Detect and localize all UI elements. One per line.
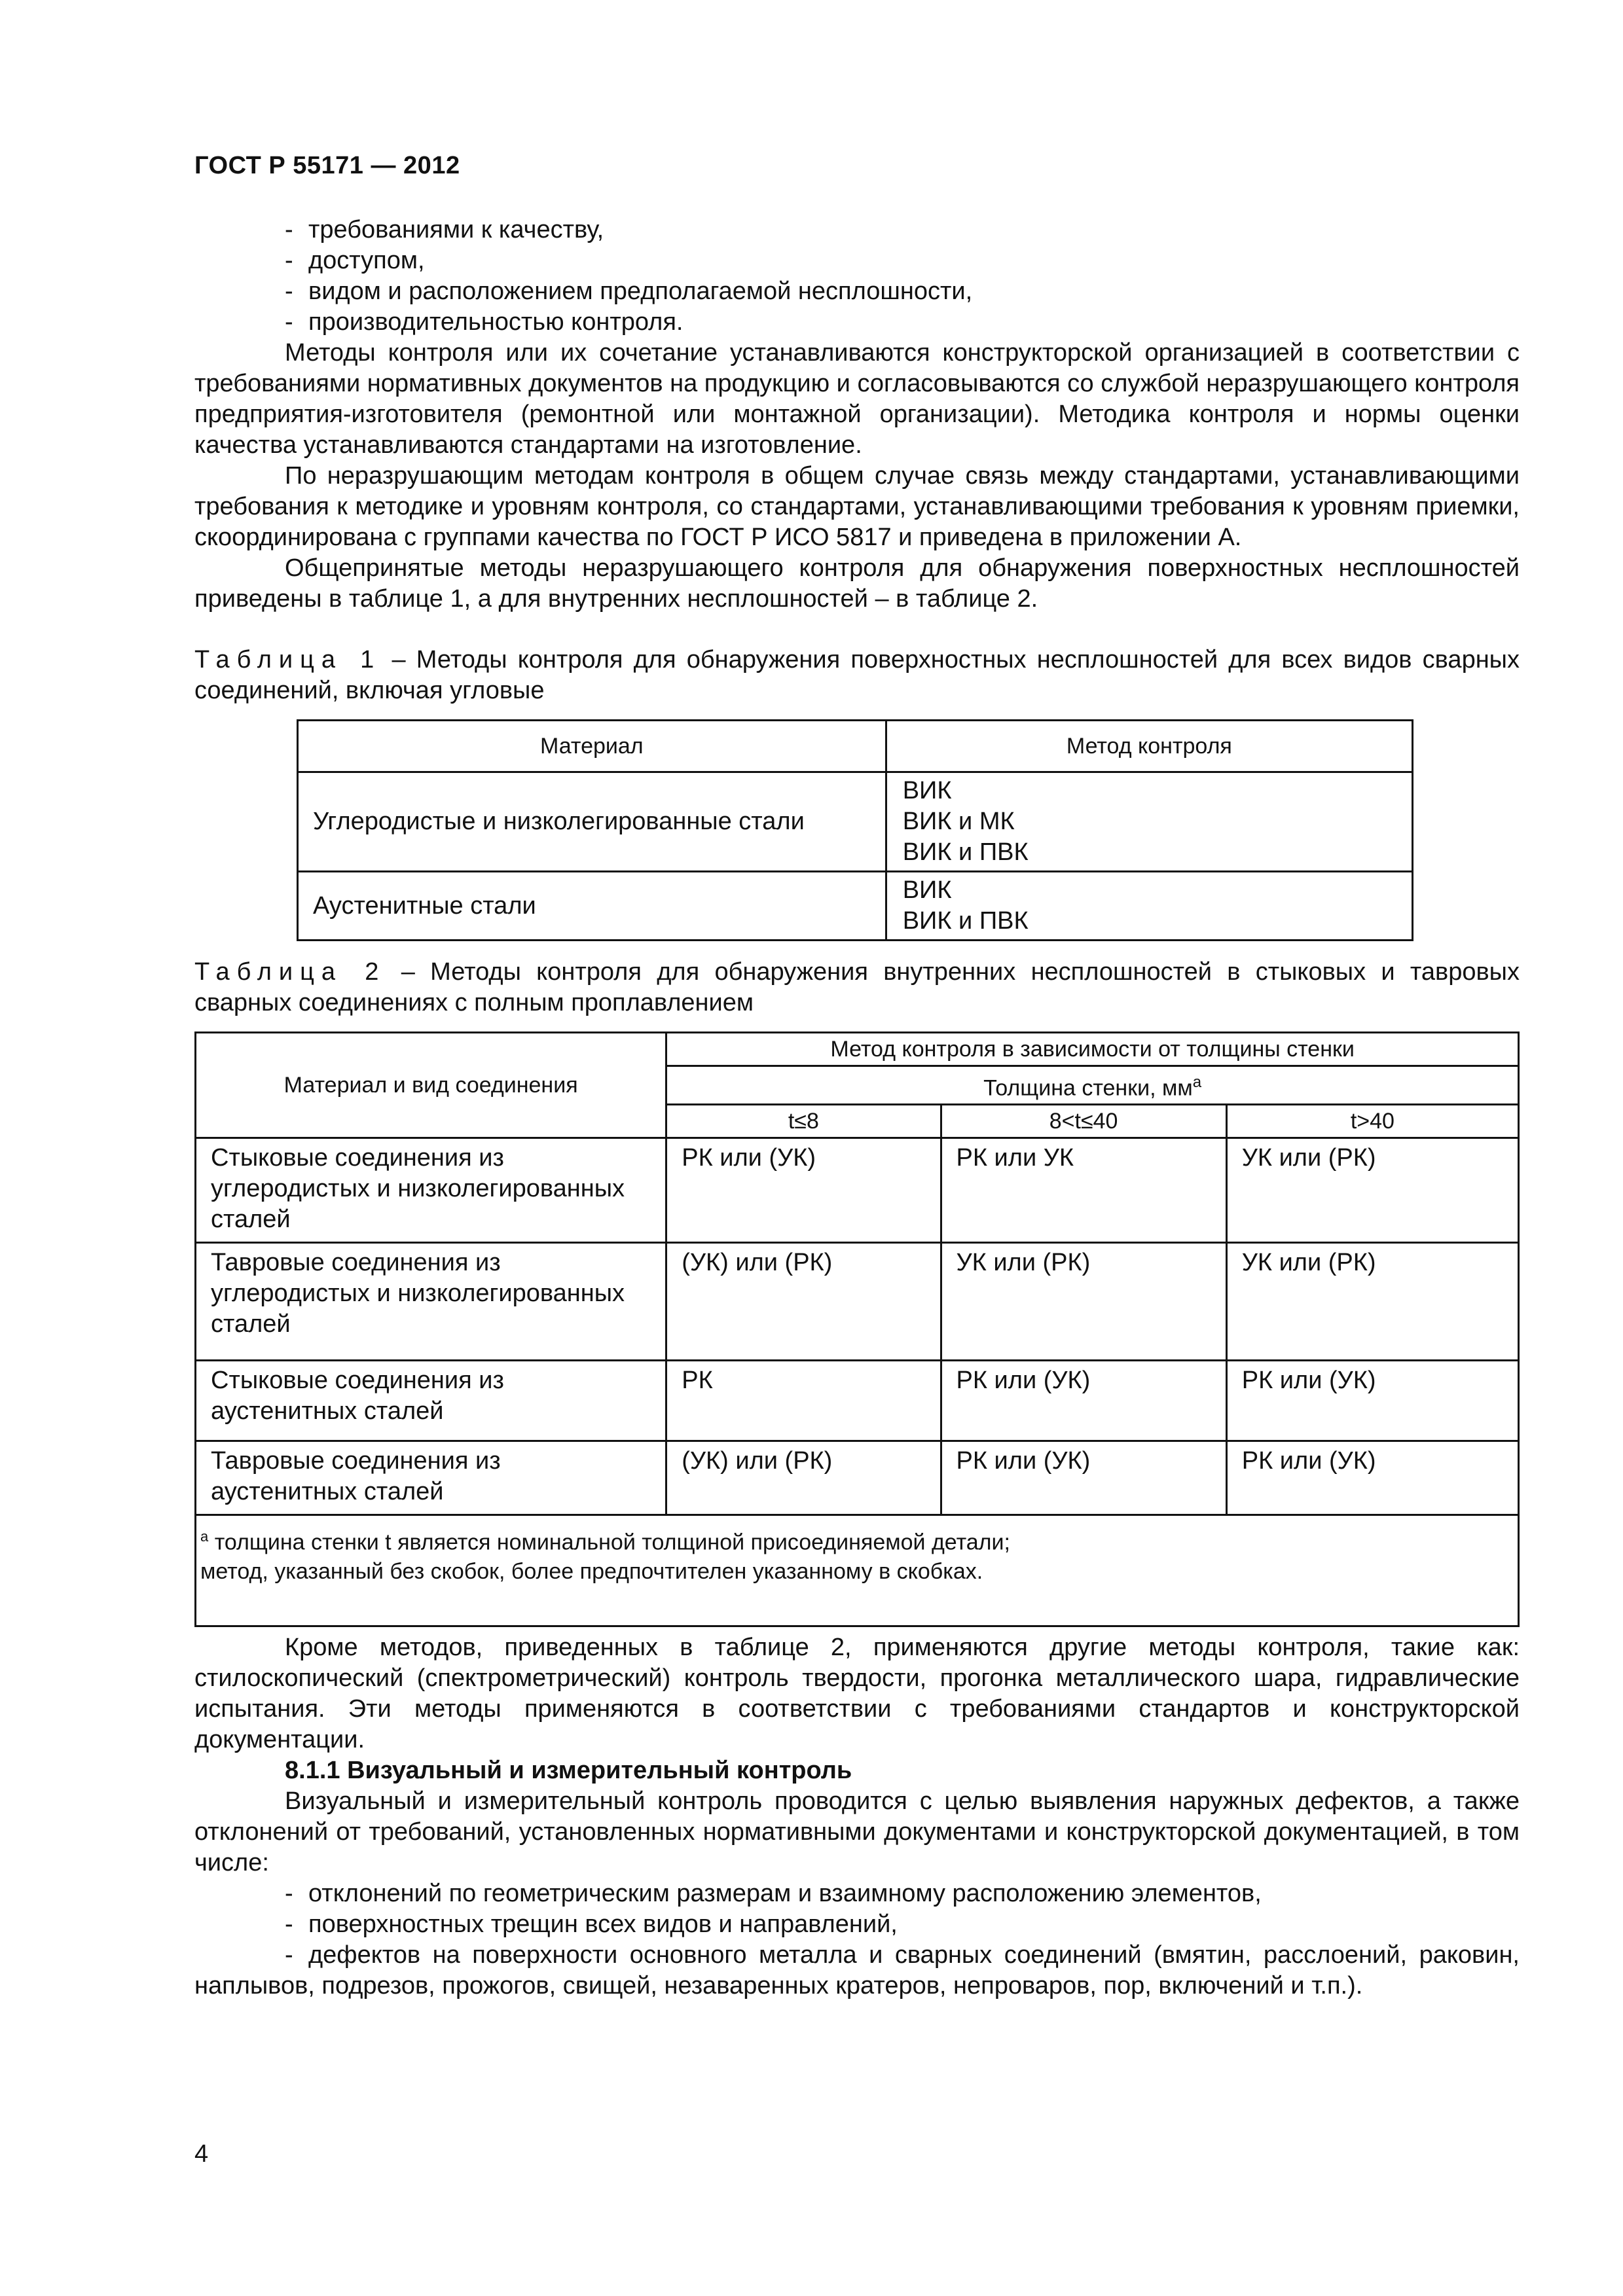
list-item: - производительностью контроля. <box>285 308 684 336</box>
list-item: - поверхностных трещин всех видов и направлений, <box>285 1910 898 1938</box>
table-note-row <box>196 1515 1519 1626</box>
cell-value: УК или (РК) <box>1226 1138 1518 1243</box>
header-thickness: Толщина стенки, $мм^а$ <box>666 1066 1519 1105</box>
cell-joint: Тавровые соединения из углеродистых и низколегированных сталей <box>196 1243 666 1361</box>
table-note: $^а$ толщина стенки t является номинальной толщиной присоединяемой детали; метод, указанный без скобок, более предпочтителен указанному в скобках. <box>196 1515 1519 1626</box>
list-item: - отклонений по геометрическим размерам и взаимному расположению элементов, <box>285 1879 1262 1907</box>
cell-value: РК или (УК) <box>941 1441 1226 1515</box>
document-header: ГОСТ Р 55171 — 2012 <box>194 152 460 179</box>
cell-value: РК или УК <box>941 1138 1226 1243</box>
list-item: - видом и расположением предполагаемой несплошности, <box>285 278 973 305</box>
cell-joint: Стыковые соединения из углеродистых и низколегированных сталей <box>196 1138 666 1243</box>
cell-value: РК или (УК) <box>941 1361 1226 1441</box>
cell-methods: ВИК ВИК и МК ВИК и ПВК <box>886 772 1412 872</box>
header-method-thickness: Метод контроля в зависимости от толщины стенки <box>666 1033 1519 1066</box>
header-col-2: 8<t≤40 <box>941 1105 1226 1138</box>
cell-value: РК или (УК) <box>666 1138 941 1243</box>
paragraph: Методы контроля или их сочетание устанавливаются конструкторской организацией в соответствии с требованиями нормативных документов на продукцию и согласовываются со службой неразрушающего контроля предприятия-изготовителя (ремонтной или монтажной организации). Методика контроля и нормы оценки качества устанавливаются стандартами на изготовление. <box>194 339 1520 459</box>
list-item: - требованиями к качеству, <box>285 216 604 243</box>
cell-value: РК или (УК) <box>1226 1441 1518 1515</box>
cell-material: Аустенитные стали <box>298 872 886 941</box>
paragraph: По неразрушающим методам контроля в общем случае связь между стандартами, устанавливающими требования к методике и уровням контроля, со стандартами, устанавливающими требования к уровням приемки, скоординирована с группами качества по ГОСТ Р ИСО 5817 и приведена в приложении А. <box>194 462 1520 551</box>
paragraph: Общепринятые методы неразрушающего контроля для обнаружения поверхностных несплошностей приведены в таблице 1, а для внутренних несплошностей – в таблице 2. <box>194 554 1520 613</box>
table1-caption: Таблица 1 – Методы контроля для обнаружения поверхностных несплошностей для всех видов сварных соединений, включая угловые <box>194 646 1520 704</box>
cell-value: РК <box>666 1361 941 1441</box>
cell-value: (УК) или (РК) <box>666 1243 941 1361</box>
cell-value: УК или (РК) <box>1226 1243 1518 1361</box>
cell-joint: Стыковые соединения из аустенитных сталей <box>196 1361 666 1441</box>
section-title: 8.1.1 Визуальный и измерительный контроль <box>285 1756 852 1784</box>
table-header-row <box>298 721 1413 772</box>
header-material: Материал <box>298 721 886 772</box>
cell-material: Углеродистые и низколегированные стали <box>298 772 886 872</box>
table-row <box>298 872 1413 941</box>
header-method: Метод контроля <box>886 721 1412 772</box>
page-number: 4 <box>194 2140 209 2168</box>
header-material-joint: Материал и вид соединения <box>196 1033 666 1138</box>
document-body <box>194 215 1520 2001</box>
table-header-row <box>196 1033 1519 1066</box>
table-row <box>196 1361 1519 1441</box>
table2 <box>194 1031 1520 1627</box>
table-row <box>196 1138 1519 1243</box>
header-col-3: t>40 <box>1226 1105 1518 1138</box>
cell-value: УК или (РК) <box>941 1243 1226 1361</box>
table2-caption: Таблица 2 – Методы контроля для обнаружения внутренних несплошностей в стыковых и тавровых сварных соединениях с полным проплавлением <box>194 958 1520 1016</box>
table-row <box>196 1243 1519 1361</box>
header-col-1: t≤8 <box>666 1105 941 1138</box>
table1 <box>297 719 1413 941</box>
table-row <box>298 772 1413 872</box>
cell-value: (УК) или (РК) <box>666 1441 941 1515</box>
table-row <box>196 1441 1519 1515</box>
paragraph: Визуальный и измерительный контроль проводится с целью выявления наружных дефектов, а также отклонений от требований, установленных нормативными документами и конструкторской документацией, в том числе: <box>194 1787 1520 1876</box>
list-item: - дефектов на поверхности основного металла и сварных соединений (вмятин, расслоений, раковин, наплывов, подрезов, прожогов, свищей, незаваренных кратеров, непроваров, пор, включений и т.п.). <box>194 1941 1520 2000</box>
cell-joint: Тавровые соединения из аустенитных сталей <box>196 1441 666 1515</box>
paragraph: Кроме методов, приведенных в таблице 2, применяются другие методы контроля, такие как: стилоскопический (спектрометрический) контроль твердости, прогонка металлического шара, гидравлические испытания. Эти методы применяются в соответствии с требованиями стандартов и конструкторской документации. <box>194 1633 1520 1753</box>
cell-methods: ВИК ВИК и ПВК <box>886 872 1412 941</box>
cell-value: РК или (УК) <box>1226 1361 1518 1441</box>
list-item: - доступом, <box>285 247 425 274</box>
